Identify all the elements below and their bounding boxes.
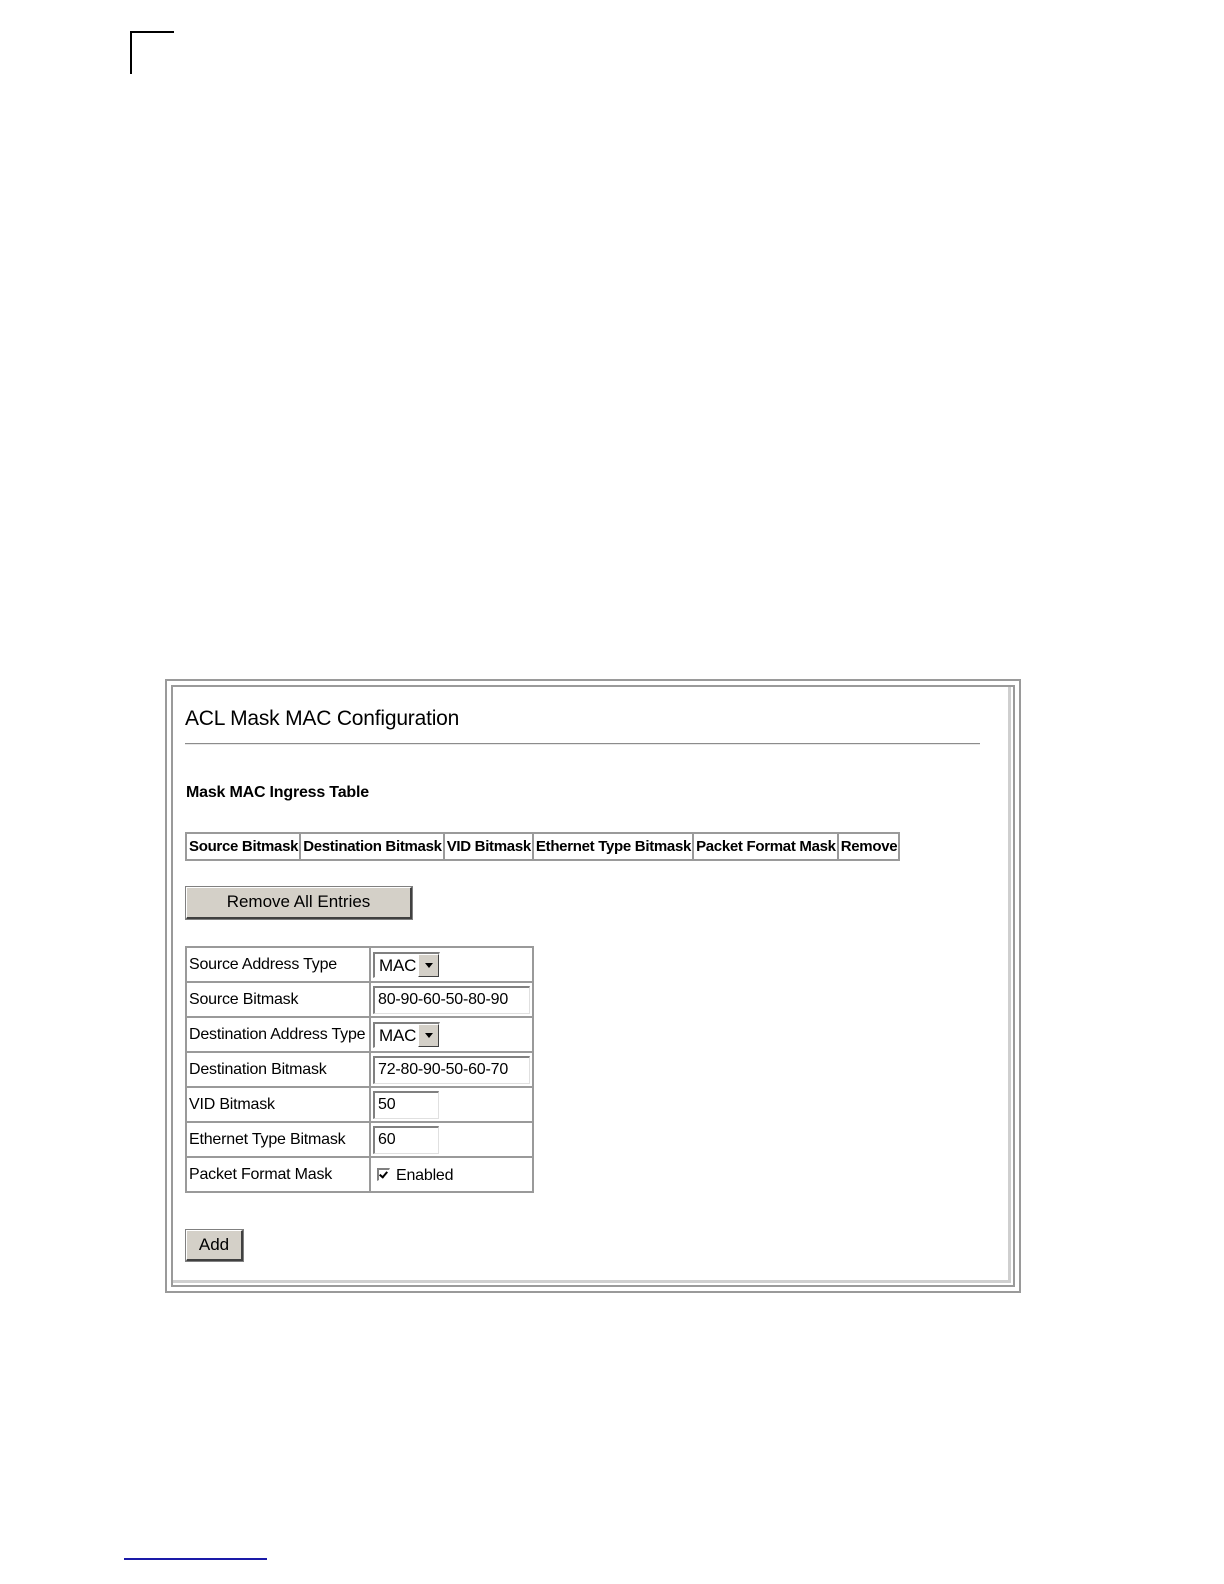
destination-address-type-select[interactable] [373, 1022, 440, 1048]
dropdown-arrow-icon[interactable] [418, 954, 439, 977]
form-row [186, 1087, 533, 1122]
add-button[interactable]: Add [186, 1230, 243, 1261]
destination-bitmask-input[interactable]: 72-80-90-50-60-70 [373, 1056, 530, 1084]
column-header-packet-format-mask: Packet Format Mask [693, 833, 838, 860]
source-address-type-value: MAC [379, 955, 417, 975]
column-header-source-bitmask: Source Bitmask [186, 833, 300, 860]
dropdown-arrow-icon[interactable] [418, 1024, 439, 1047]
destination-bitmask-label: Destination Bitmask [186, 1052, 370, 1087]
column-header-remove: Remove [838, 833, 900, 860]
enabled-label: Enabled [396, 1167, 454, 1185]
source-bitmask-input[interactable]: 80-90-60-50-80-90 [373, 986, 530, 1014]
mask-mac-ingress-table [185, 832, 900, 861]
vid-bitmask-label: VID Bitmask [186, 1087, 370, 1122]
column-header-ethernet-type-bitmask: Ethernet Type Bitmask [533, 833, 693, 860]
ethernet-type-bitmask-input[interactable]: 60 [373, 1126, 439, 1154]
packet-format-mask-checkbox-group [373, 1163, 453, 1185]
crop-mark [130, 31, 174, 74]
source-address-type-label: Source Address Type [186, 947, 370, 982]
packet-format-mask-checkbox[interactable] [377, 1168, 390, 1181]
footer-rule [124, 1558, 267, 1560]
source-address-type-select[interactable] [373, 952, 440, 978]
form-row [186, 1122, 533, 1157]
form-row [186, 982, 533, 1017]
table-header-row [186, 833, 899, 860]
form-row [186, 1052, 533, 1087]
column-header-destination-bitmask: Destination Bitmask [300, 833, 444, 860]
destination-address-type-value: MAC [379, 1025, 417, 1045]
vid-bitmask-input[interactable]: 50 [373, 1091, 439, 1119]
mask-entry-form [185, 946, 534, 1193]
page-title: ACL Mask MAC Configuration [185, 707, 460, 730]
form-row [186, 1157, 533, 1192]
ethernet-type-bitmask-label: Ethernet Type Bitmask [186, 1122, 370, 1157]
column-header-vid-bitmask: VID Bitmask [444, 833, 533, 860]
destination-address-type-label: Destination Address Type [186, 1017, 370, 1052]
section-title: Mask MAC Ingress Table [186, 784, 369, 801]
form-row [186, 947, 533, 982]
title-divider [185, 743, 980, 745]
source-bitmask-label: Source Bitmask [186, 982, 370, 1017]
remove-all-entries-button[interactable]: Remove All Entries [186, 887, 412, 919]
packet-format-mask-label: Packet Format Mask [186, 1157, 370, 1192]
form-row [186, 1017, 533, 1052]
